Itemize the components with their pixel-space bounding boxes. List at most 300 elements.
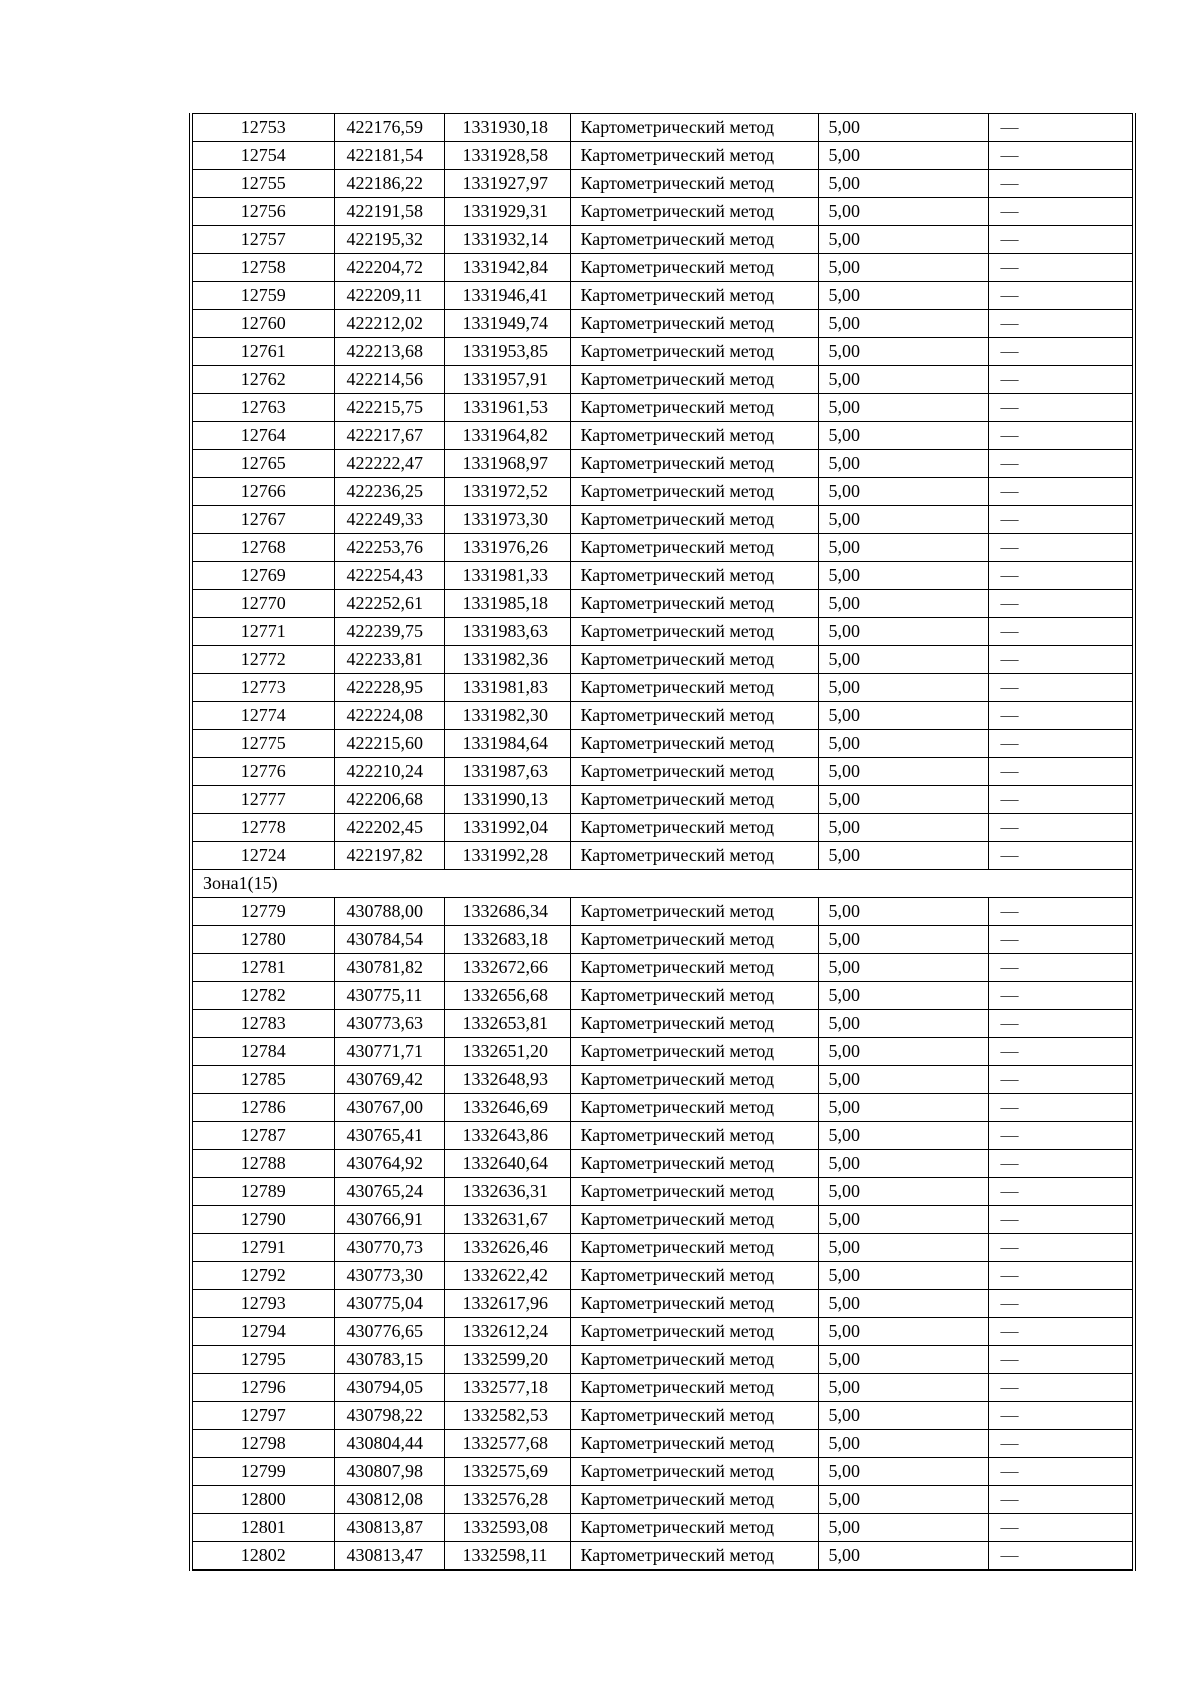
- y-coordinate-cell: 1331957,91: [444, 366, 570, 394]
- method-cell: Картометрический метод: [570, 926, 818, 954]
- x-coordinate-cell: 422186,22: [334, 170, 444, 198]
- accuracy-cell: 5,00: [818, 1150, 988, 1178]
- method-cell: Картометрический метод: [570, 1542, 818, 1571]
- x-coordinate-cell: 430775,11: [334, 982, 444, 1010]
- method-cell: Картометрический метод: [570, 1262, 818, 1290]
- accuracy-cell: 5,00: [818, 954, 988, 982]
- accuracy-cell: 5,00: [818, 310, 988, 338]
- description-cell: —: [988, 1262, 1134, 1290]
- y-coordinate-cell: 1331987,63: [444, 758, 570, 786]
- description-cell: —: [988, 1234, 1134, 1262]
- x-coordinate-cell: 422222,47: [334, 450, 444, 478]
- method-cell: Картометрический метод: [570, 1290, 818, 1318]
- point-number-cell: 12782: [191, 982, 334, 1010]
- y-coordinate-cell: 1331981,33: [444, 562, 570, 590]
- point-number-cell: 12762: [191, 366, 334, 394]
- point-number-cell: 12724: [191, 842, 334, 870]
- accuracy-cell: 5,00: [818, 758, 988, 786]
- description-cell: —: [988, 450, 1134, 478]
- table-row: [191, 170, 1134, 198]
- point-number-cell: 12760: [191, 310, 334, 338]
- description-cell: —: [988, 1094, 1134, 1122]
- table-body: [191, 114, 1134, 1571]
- y-coordinate-cell: 1332577,18: [444, 1374, 570, 1402]
- accuracy-cell: 5,00: [818, 226, 988, 254]
- accuracy-cell: 5,00: [818, 842, 988, 870]
- y-coordinate-cell: 1331927,97: [444, 170, 570, 198]
- method-cell: Картометрический метод: [570, 646, 818, 674]
- method-cell: Картометрический метод: [570, 114, 818, 142]
- accuracy-cell: 5,00: [818, 1346, 988, 1374]
- table-row: [191, 1458, 1134, 1486]
- table-row: [191, 506, 1134, 534]
- method-cell: Картометрический метод: [570, 198, 818, 226]
- table-row: [191, 926, 1134, 954]
- point-number-cell: 12791: [191, 1234, 334, 1262]
- x-coordinate-cell: 430776,65: [334, 1318, 444, 1346]
- method-cell: Картометрический метод: [570, 954, 818, 982]
- accuracy-cell: 5,00: [818, 1374, 988, 1402]
- method-cell: Картометрический метод: [570, 590, 818, 618]
- y-coordinate-cell: 1332626,46: [444, 1234, 570, 1262]
- y-coordinate-cell: 1332582,53: [444, 1402, 570, 1430]
- y-coordinate-cell: 1332599,20: [444, 1346, 570, 1374]
- y-coordinate-cell: 1332577,68: [444, 1430, 570, 1458]
- point-number-cell: 12765: [191, 450, 334, 478]
- point-number-cell: 12784: [191, 1038, 334, 1066]
- accuracy-cell: 5,00: [818, 1318, 988, 1346]
- accuracy-cell: 5,00: [818, 702, 988, 730]
- y-coordinate-cell: 1332653,81: [444, 1010, 570, 1038]
- description-cell: —: [988, 926, 1134, 954]
- y-coordinate-cell: 1332576,28: [444, 1486, 570, 1514]
- accuracy-cell: 5,00: [818, 982, 988, 1010]
- method-cell: Картометрический метод: [570, 1514, 818, 1542]
- accuracy-cell: 5,00: [818, 1010, 988, 1038]
- table-row: [191, 282, 1134, 310]
- accuracy-cell: 5,00: [818, 1094, 988, 1122]
- description-cell: —: [988, 1542, 1134, 1571]
- description-cell: —: [988, 758, 1134, 786]
- x-coordinate-cell: 422212,02: [334, 310, 444, 338]
- accuracy-cell: 5,00: [818, 534, 988, 562]
- point-number-cell: 12753: [191, 114, 334, 142]
- method-cell: Картометрический метод: [570, 758, 818, 786]
- description-cell: —: [988, 310, 1134, 338]
- y-coordinate-cell: 1332598,11: [444, 1542, 570, 1571]
- accuracy-cell: 5,00: [818, 1262, 988, 1290]
- accuracy-cell: 5,00: [818, 366, 988, 394]
- point-number-cell: 12793: [191, 1290, 334, 1318]
- table-row: [191, 1262, 1134, 1290]
- table-row: [191, 1010, 1134, 1038]
- y-coordinate-cell: 1332686,34: [444, 898, 570, 926]
- x-coordinate-cell: 430765,41: [334, 1122, 444, 1150]
- table-row: [191, 1206, 1134, 1234]
- table-row: [191, 450, 1134, 478]
- accuracy-cell: 5,00: [818, 926, 988, 954]
- description-cell: —: [988, 506, 1134, 534]
- y-coordinate-cell: 1331984,64: [444, 730, 570, 758]
- description-cell: —: [988, 898, 1134, 926]
- method-cell: Картометрический метод: [570, 422, 818, 450]
- method-cell: Картометрический метод: [570, 1094, 818, 1122]
- point-number-cell: 12781: [191, 954, 334, 982]
- table-row: [191, 366, 1134, 394]
- method-cell: Картометрический метод: [570, 814, 818, 842]
- y-coordinate-cell: 1331976,26: [444, 534, 570, 562]
- point-number-cell: 12787: [191, 1122, 334, 1150]
- point-number-cell: 12772: [191, 646, 334, 674]
- y-coordinate-cell: 1331972,52: [444, 478, 570, 506]
- x-coordinate-cell: 430812,08: [334, 1486, 444, 1514]
- description-cell: —: [988, 1150, 1134, 1178]
- point-number-cell: 12789: [191, 1178, 334, 1206]
- point-number-cell: 12755: [191, 170, 334, 198]
- accuracy-cell: 5,00: [818, 1066, 988, 1094]
- method-cell: Картометрический метод: [570, 674, 818, 702]
- method-cell: Картометрический метод: [570, 1010, 818, 1038]
- x-coordinate-cell: 422252,61: [334, 590, 444, 618]
- table-row: [191, 758, 1134, 786]
- point-number-cell: 12780: [191, 926, 334, 954]
- table-row: [191, 786, 1134, 814]
- method-cell: Картометрический метод: [570, 142, 818, 170]
- point-number-cell: 12802: [191, 1542, 334, 1571]
- point-number-cell: 12796: [191, 1374, 334, 1402]
- table-row: [191, 618, 1134, 646]
- x-coordinate-cell: 430813,47: [334, 1542, 444, 1571]
- accuracy-cell: 5,00: [818, 254, 988, 282]
- x-coordinate-cell: 430798,22: [334, 1402, 444, 1430]
- point-number-cell: 12790: [191, 1206, 334, 1234]
- accuracy-cell: 5,00: [818, 142, 988, 170]
- table-row: [191, 1374, 1134, 1402]
- y-coordinate-cell: 1332593,08: [444, 1514, 570, 1542]
- point-number-cell: 12800: [191, 1486, 334, 1514]
- point-number-cell: 12769: [191, 562, 334, 590]
- description-cell: —: [988, 114, 1134, 142]
- table-row: [191, 1234, 1134, 1262]
- description-cell: —: [988, 646, 1134, 674]
- x-coordinate-cell: 422253,76: [334, 534, 444, 562]
- y-coordinate-cell: 1331982,30: [444, 702, 570, 730]
- method-cell: Картометрический метод: [570, 898, 818, 926]
- description-cell: —: [988, 730, 1134, 758]
- x-coordinate-cell: 430781,82: [334, 954, 444, 982]
- point-number-cell: 12756: [191, 198, 334, 226]
- point-number-cell: 12758: [191, 254, 334, 282]
- table-row: [191, 1038, 1134, 1066]
- description-cell: —: [988, 954, 1134, 982]
- x-coordinate-cell: 422217,67: [334, 422, 444, 450]
- point-number-cell: 12799: [191, 1458, 334, 1486]
- table-row: [191, 422, 1134, 450]
- description-cell: —: [988, 282, 1134, 310]
- x-coordinate-cell: 422215,75: [334, 394, 444, 422]
- y-coordinate-cell: 1331973,30: [444, 506, 570, 534]
- method-cell: Картометрический метод: [570, 226, 818, 254]
- description-cell: —: [988, 1122, 1134, 1150]
- method-cell: Картометрический метод: [570, 702, 818, 730]
- x-coordinate-cell: 422236,25: [334, 478, 444, 506]
- method-cell: Картометрический метод: [570, 842, 818, 870]
- table-row: [191, 198, 1134, 226]
- x-coordinate-cell: 430773,63: [334, 1010, 444, 1038]
- x-coordinate-cell: 422239,75: [334, 618, 444, 646]
- accuracy-cell: 5,00: [818, 198, 988, 226]
- description-cell: —: [988, 590, 1134, 618]
- method-cell: Картометрический метод: [570, 394, 818, 422]
- table-row: [191, 702, 1134, 730]
- accuracy-cell: 5,00: [818, 394, 988, 422]
- y-coordinate-cell: 1332636,31: [444, 1178, 570, 1206]
- x-coordinate-cell: 422191,58: [334, 198, 444, 226]
- x-coordinate-cell: 430771,71: [334, 1038, 444, 1066]
- x-coordinate-cell: 430794,05: [334, 1374, 444, 1402]
- y-coordinate-cell: 1332672,66: [444, 954, 570, 982]
- x-coordinate-cell: 430764,92: [334, 1150, 444, 1178]
- method-cell: Картометрический метод: [570, 282, 818, 310]
- description-cell: —: [988, 254, 1134, 282]
- description-cell: —: [988, 982, 1134, 1010]
- accuracy-cell: 5,00: [818, 170, 988, 198]
- method-cell: Картометрический метод: [570, 1066, 818, 1094]
- accuracy-cell: 5,00: [818, 422, 988, 450]
- table-row: [191, 898, 1134, 926]
- x-coordinate-cell: 430807,98: [334, 1458, 444, 1486]
- accuracy-cell: 5,00: [818, 730, 988, 758]
- accuracy-cell: 5,00: [818, 1430, 988, 1458]
- point-number-cell: 12773: [191, 674, 334, 702]
- point-number-cell: 12754: [191, 142, 334, 170]
- method-cell: Картометрический метод: [570, 562, 818, 590]
- y-coordinate-cell: 1332612,24: [444, 1318, 570, 1346]
- y-coordinate-cell: 1331982,36: [444, 646, 570, 674]
- point-number-cell: 12788: [191, 1150, 334, 1178]
- table-row: [191, 1514, 1134, 1542]
- accuracy-cell: 5,00: [818, 282, 988, 310]
- table-row: [191, 646, 1134, 674]
- point-number-cell: 12801: [191, 1514, 334, 1542]
- x-coordinate-cell: 422204,72: [334, 254, 444, 282]
- description-cell: —: [988, 170, 1134, 198]
- x-coordinate-cell: 422176,59: [334, 114, 444, 142]
- x-coordinate-cell: 422195,32: [334, 226, 444, 254]
- point-number-cell: 12774: [191, 702, 334, 730]
- table-row: [191, 114, 1134, 142]
- accuracy-cell: 5,00: [818, 1402, 988, 1430]
- point-number-cell: 12785: [191, 1066, 334, 1094]
- x-coordinate-cell: 422210,24: [334, 758, 444, 786]
- description-cell: —: [988, 226, 1134, 254]
- method-cell: Картометрический метод: [570, 366, 818, 394]
- description-cell: —: [988, 1486, 1134, 1514]
- y-coordinate-cell: 1332683,18: [444, 926, 570, 954]
- description-cell: —: [988, 338, 1134, 366]
- x-coordinate-cell: 430770,73: [334, 1234, 444, 1262]
- x-coordinate-cell: 430767,00: [334, 1094, 444, 1122]
- x-coordinate-cell: 422181,54: [334, 142, 444, 170]
- y-coordinate-cell: 1332575,69: [444, 1458, 570, 1486]
- description-cell: —: [988, 1458, 1134, 1486]
- description-cell: —: [988, 1514, 1134, 1542]
- description-cell: —: [988, 1346, 1134, 1374]
- y-coordinate-cell: 1331929,31: [444, 198, 570, 226]
- accuracy-cell: 5,00: [818, 814, 988, 842]
- accuracy-cell: 5,00: [818, 338, 988, 366]
- x-coordinate-cell: 422214,56: [334, 366, 444, 394]
- x-coordinate-cell: 430765,24: [334, 1178, 444, 1206]
- method-cell: Картометрический метод: [570, 1038, 818, 1066]
- method-cell: Картометрический метод: [570, 534, 818, 562]
- method-cell: Картометрический метод: [570, 170, 818, 198]
- y-coordinate-cell: 1331968,97: [444, 450, 570, 478]
- table-row: [191, 954, 1134, 982]
- table-row: [191, 1430, 1134, 1458]
- description-cell: —: [988, 1318, 1134, 1346]
- y-coordinate-cell: 1331985,18: [444, 590, 570, 618]
- method-cell: Картометрический метод: [570, 450, 818, 478]
- method-cell: Картометрический метод: [570, 1178, 818, 1206]
- description-cell: —: [988, 842, 1134, 870]
- x-coordinate-cell: 422213,68: [334, 338, 444, 366]
- zone-header-row: [191, 870, 1134, 898]
- table-row: [191, 254, 1134, 282]
- x-coordinate-cell: 422233,81: [334, 646, 444, 674]
- description-cell: —: [988, 1038, 1134, 1066]
- table-row: [191, 1094, 1134, 1122]
- method-cell: Картометрический метод: [570, 338, 818, 366]
- x-coordinate-cell: 430804,44: [334, 1430, 444, 1458]
- point-number-cell: 12798: [191, 1430, 334, 1458]
- point-number-cell: 12775: [191, 730, 334, 758]
- table-row: [191, 590, 1134, 618]
- x-coordinate-cell: 422209,11: [334, 282, 444, 310]
- description-cell: —: [988, 562, 1134, 590]
- table-row: [191, 842, 1134, 870]
- y-coordinate-cell: 1331990,13: [444, 786, 570, 814]
- x-coordinate-cell: 422254,43: [334, 562, 444, 590]
- table-row: [191, 142, 1134, 170]
- method-cell: Картометрический метод: [570, 1122, 818, 1150]
- accuracy-cell: 5,00: [818, 590, 988, 618]
- point-number-cell: 12763: [191, 394, 334, 422]
- table-row: [191, 562, 1134, 590]
- table-row: [191, 1542, 1134, 1571]
- y-coordinate-cell: 1332622,42: [444, 1262, 570, 1290]
- table-row: [191, 310, 1134, 338]
- accuracy-cell: 5,00: [818, 1122, 988, 1150]
- table-row: [191, 1346, 1134, 1374]
- point-number-cell: 12778: [191, 814, 334, 842]
- y-coordinate-cell: 1332617,96: [444, 1290, 570, 1318]
- accuracy-cell: 5,00: [818, 1234, 988, 1262]
- accuracy-cell: 5,00: [818, 1486, 988, 1514]
- point-number-cell: 12766: [191, 478, 334, 506]
- x-coordinate-cell: 430773,30: [334, 1262, 444, 1290]
- x-coordinate-cell: 430784,54: [334, 926, 444, 954]
- table-row: [191, 730, 1134, 758]
- y-coordinate-cell: 1331961,53: [444, 394, 570, 422]
- table-row: [191, 478, 1134, 506]
- point-number-cell: 12795: [191, 1346, 334, 1374]
- description-cell: —: [988, 674, 1134, 702]
- y-coordinate-cell: 1332640,64: [444, 1150, 570, 1178]
- description-cell: —: [988, 142, 1134, 170]
- y-coordinate-cell: 1332648,93: [444, 1066, 570, 1094]
- accuracy-cell: 5,00: [818, 450, 988, 478]
- accuracy-cell: 5,00: [818, 786, 988, 814]
- x-coordinate-cell: 422224,08: [334, 702, 444, 730]
- method-cell: Картометрический метод: [570, 1430, 818, 1458]
- description-cell: —: [988, 1178, 1134, 1206]
- point-number-cell: 12792: [191, 1262, 334, 1290]
- method-cell: Картометрический метод: [570, 1402, 818, 1430]
- x-coordinate-cell: 422215,60: [334, 730, 444, 758]
- table-row: [191, 1402, 1134, 1430]
- point-number-cell: 12797: [191, 1402, 334, 1430]
- x-coordinate-cell: 422202,45: [334, 814, 444, 842]
- y-coordinate-cell: 1331992,28: [444, 842, 570, 870]
- coordinates-table: [189, 113, 1136, 1571]
- description-cell: —: [988, 1402, 1134, 1430]
- accuracy-cell: 5,00: [818, 478, 988, 506]
- method-cell: Картометрический метод: [570, 1206, 818, 1234]
- x-coordinate-cell: 422197,82: [334, 842, 444, 870]
- point-number-cell: 12764: [191, 422, 334, 450]
- accuracy-cell: 5,00: [818, 618, 988, 646]
- description-cell: —: [988, 1010, 1134, 1038]
- x-coordinate-cell: 430775,04: [334, 1290, 444, 1318]
- description-cell: —: [988, 814, 1134, 842]
- method-cell: Картометрический метод: [570, 1374, 818, 1402]
- x-coordinate-cell: 422206,68: [334, 786, 444, 814]
- description-cell: —: [988, 478, 1134, 506]
- table-row: [191, 1122, 1134, 1150]
- accuracy-cell: 5,00: [818, 646, 988, 674]
- table-row: [191, 814, 1134, 842]
- y-coordinate-cell: 1331953,85: [444, 338, 570, 366]
- point-number-cell: 12783: [191, 1010, 334, 1038]
- y-coordinate-cell: 1331930,18: [444, 114, 570, 142]
- method-cell: Картометрический метод: [570, 1346, 818, 1374]
- x-coordinate-cell: 430788,00: [334, 898, 444, 926]
- method-cell: Картометрический метод: [570, 1458, 818, 1486]
- table-row: [191, 394, 1134, 422]
- accuracy-cell: 5,00: [818, 898, 988, 926]
- method-cell: Картометрический метод: [570, 618, 818, 646]
- description-cell: —: [988, 1066, 1134, 1094]
- y-coordinate-cell: 1331992,04: [444, 814, 570, 842]
- table-row: [191, 338, 1134, 366]
- accuracy-cell: 5,00: [818, 1542, 988, 1571]
- accuracy-cell: 5,00: [818, 1458, 988, 1486]
- point-number-cell: 12786: [191, 1094, 334, 1122]
- table-row: [191, 1150, 1134, 1178]
- table-row: [191, 674, 1134, 702]
- accuracy-cell: 5,00: [818, 1206, 988, 1234]
- x-coordinate-cell: 422228,95: [334, 674, 444, 702]
- accuracy-cell: 5,00: [818, 1038, 988, 1066]
- table-row: [191, 1066, 1134, 1094]
- y-coordinate-cell: 1332643,86: [444, 1122, 570, 1150]
- table-row: [191, 226, 1134, 254]
- point-number-cell: 12768: [191, 534, 334, 562]
- table-row: [191, 1486, 1134, 1514]
- point-number-cell: 12771: [191, 618, 334, 646]
- accuracy-cell: 5,00: [818, 1290, 988, 1318]
